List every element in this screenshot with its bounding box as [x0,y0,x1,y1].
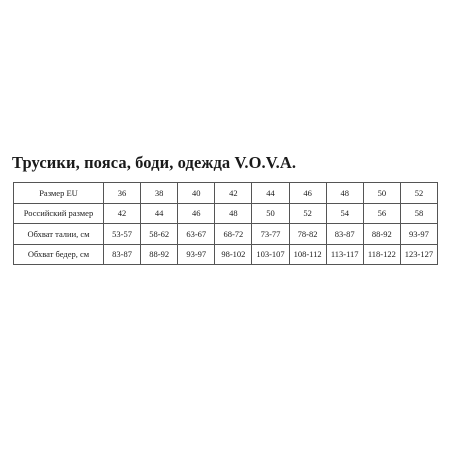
table-cell: 123-127 [400,244,437,265]
table-cell: 98-102 [215,244,252,265]
table-row-waist [14,224,438,245]
table-row-hips [14,244,438,265]
table-cell: 44 [252,183,289,204]
table-cell: 46 [178,203,215,224]
table-cell: 48 [326,183,363,204]
size-chart-table [13,182,438,265]
table-cell: 38 [141,183,178,204]
table-cell: 88-92 [141,244,178,265]
table-cell: 40 [178,183,215,204]
table-cell: 48 [215,203,252,224]
table-cell: 50 [363,183,400,204]
table-row-eu-size [14,183,438,204]
table-cell: 83-87 [104,244,141,265]
table-cell: 103-107 [252,244,289,265]
table-cell: 50 [252,203,289,224]
row-label: Обхват бедер, см [14,244,104,265]
table-row-russian-size [14,203,438,224]
table-cell: 118-122 [363,244,400,265]
table-cell: 54 [326,203,363,224]
table-cell: 108-112 [289,244,326,265]
table-cell: 52 [400,183,437,204]
table-cell: 44 [141,203,178,224]
table-cell: 53-57 [104,224,141,245]
row-label: Обхват талии, см [14,224,104,245]
table-cell: 68-72 [215,224,252,245]
table-cell: 73-77 [252,224,289,245]
table-cell: 58-62 [141,224,178,245]
table-cell: 58 [400,203,437,224]
table-cell: 83-87 [326,224,363,245]
table-cell: 42 [215,183,252,204]
table-cell: 93-97 [400,224,437,245]
table-cell: 52 [289,203,326,224]
table-cell: 42 [104,203,141,224]
table-cell: 88-92 [363,224,400,245]
table-cell: 113-117 [326,244,363,265]
table-cell: 46 [289,183,326,204]
row-label: Российский размер [14,203,104,224]
page-title: Трусики, пояса, боди, одежда V.O.V.A. [12,153,297,172]
table-cell: 93-97 [178,244,215,265]
table-cell: 63-67 [178,224,215,245]
table-cell: 36 [104,183,141,204]
table-cell: 78-82 [289,224,326,245]
table-cell: 56 [363,203,400,224]
row-label: Размер EU [14,183,104,204]
